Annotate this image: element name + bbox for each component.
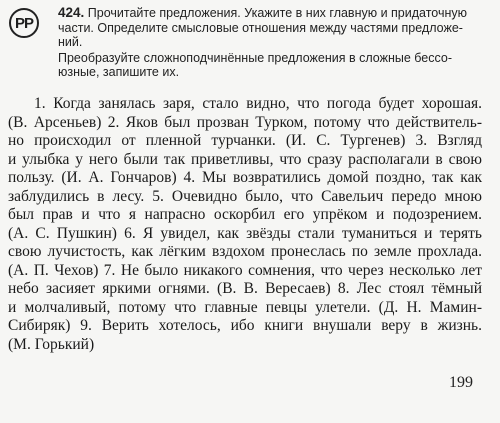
exercise-type-badge (9, 8, 39, 38)
text-line: свою лучистость, как лёгким вздохом пронеслась по земле прохлада. (8, 243, 482, 260)
page-number: 199 (449, 374, 473, 391)
text-line: заблудились в лесу. 5. Очевидно было, что Савельич передо мною (8, 187, 482, 205)
task-line-3: ний. (58, 35, 83, 49)
exercise-number: 424. (58, 5, 85, 20)
task-line-2: части. Определите смысловые отношения между частями предложе- (58, 20, 463, 35)
task2-line-2: юзные, запишите их. (58, 65, 180, 79)
task-instruction (58, 6, 488, 50)
text-line: 1. Когда занялась заря, стало видно, что погода будет хорошая. (34, 95, 482, 112)
exercise-header (58, 6, 488, 80)
text-line: и улыбка у него были так приветливы, что сразу располагали в свою (8, 150, 482, 168)
exercise-text (8, 95, 482, 354)
task2-line-1: Преобразуйте сложноподчинённые предложения в сложные бессо- (58, 50, 453, 65)
text-line: и молчаливый, потому что главные певцы улетели. (Д. Н. Мамин- (8, 298, 482, 316)
text-line: (М. Горький) (8, 335, 95, 353)
task-instruction-2 (58, 51, 488, 80)
text-line: пользу. (И. А. Гончаров) 4. Мы возвратились домой поздно, так как (8, 169, 482, 186)
text-line: (В. Арсеньев) 2. Яков был прозван Турком, потому что действитель- (8, 113, 482, 131)
text-line: но происходил от пленной турчанки. (И. С. Тургенев) 3. Взгляд (8, 132, 482, 149)
badge-label: PP (14, 14, 33, 32)
text-line: Сибиряк) 9. Верить хотелось, ибо книги внушали веру в жизнь. (8, 317, 482, 334)
task-line-1: Прочитайте предложения. Укажите в них главную и придаточную (87, 6, 468, 20)
text-line: (А. П. Чехов) 7. Не было никакого сомнения, что через несколько лет (8, 261, 482, 279)
text-line: был прав и что я напрасно оскорбил его упрёком и подозрением. (8, 206, 482, 223)
text-line: небо засияет яркими огнями. (В. В. Вересаев) 8. Лес стоял тёмный (8, 280, 482, 297)
text-line: (А. С. Пушкин) 6. Я увидел, как звёзды стали туманиться и терять (8, 224, 482, 242)
